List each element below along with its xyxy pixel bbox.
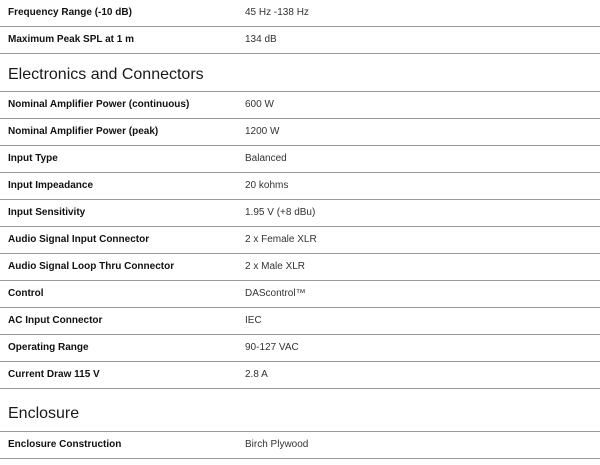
spec-value: IEC: [245, 315, 262, 326]
spec-row-max-peak-spl: [0, 27, 600, 54]
spec-row-input-connector: [0, 227, 600, 254]
spec-row-amp-power-peak: [0, 119, 600, 146]
acoustic-spec-table: [0, 0, 600, 54]
spec-row-operating-range: [0, 335, 600, 362]
section-heading-electronics: Electronics and Connectors: [8, 66, 204, 83]
spec-value: 20 kohms: [245, 180, 289, 191]
section-heading-enclosure: Enclosure: [8, 405, 80, 422]
spec-value: 600 W: [245, 99, 274, 110]
spec-label: Nominal Amplifier Power (peak): [8, 126, 159, 137]
spec-label: Audio Signal Input Connector: [8, 234, 150, 245]
spec-value: 134 dB: [245, 34, 277, 45]
spec-value: Birch Plywood: [245, 439, 309, 450]
spec-value: 2 x Female XLR: [245, 234, 317, 245]
spec-value: 45 Hz -138 Hz: [245, 7, 309, 18]
spec-label: Current Draw 115 V: [8, 369, 100, 380]
spec-row-ac-input-connector: [0, 308, 600, 335]
electronics-spec-table: [0, 92, 600, 389]
spec-row-input-impedance: [0, 173, 600, 200]
spec-label: Input Type: [8, 153, 58, 164]
spec-value: 2 x Male XLR: [245, 261, 306, 272]
spec-label: Input Impeadance: [8, 180, 94, 191]
spec-row-frequency-range: [0, 0, 600, 27]
spec-label: Input Sensitivity: [8, 207, 86, 218]
spec-label: Nominal Amplifier Power (continuous): [8, 99, 190, 110]
spec-value: 1200 W: [245, 126, 280, 137]
spec-label: AC Input Connector: [8, 315, 103, 326]
spec-row-input-sensitivity: [0, 200, 600, 227]
spec-value: 90-127 VAC: [245, 342, 299, 353]
spec-label: Frequency Range (-10 dB): [8, 7, 132, 18]
spec-label: Operating Range: [8, 342, 89, 353]
spec-value: 1.95 V (+8 dBu): [245, 207, 316, 218]
spec-row-loop-thru-connector: [0, 254, 600, 281]
spec-value: 2.8 A: [245, 369, 268, 380]
spec-label: Maximum Peak SPL at 1 m: [8, 34, 134, 45]
spec-row-current-draw: [0, 362, 600, 389]
spec-row-enclosure-construction: [0, 432, 600, 459]
spec-row-input-type: [0, 146, 600, 173]
spec-label: Control: [8, 288, 44, 299]
spec-label: Enclosure Construction: [8, 439, 122, 450]
enclosure-spec-table: [0, 432, 600, 459]
spec-value: Balanced: [245, 153, 287, 164]
spec-label: Audio Signal Loop Thru Connector: [8, 261, 175, 272]
spec-row-amp-power-continuous: [0, 92, 600, 119]
spec-row-control: [0, 281, 600, 308]
spec-value: DAScontrol™: [245, 288, 306, 299]
